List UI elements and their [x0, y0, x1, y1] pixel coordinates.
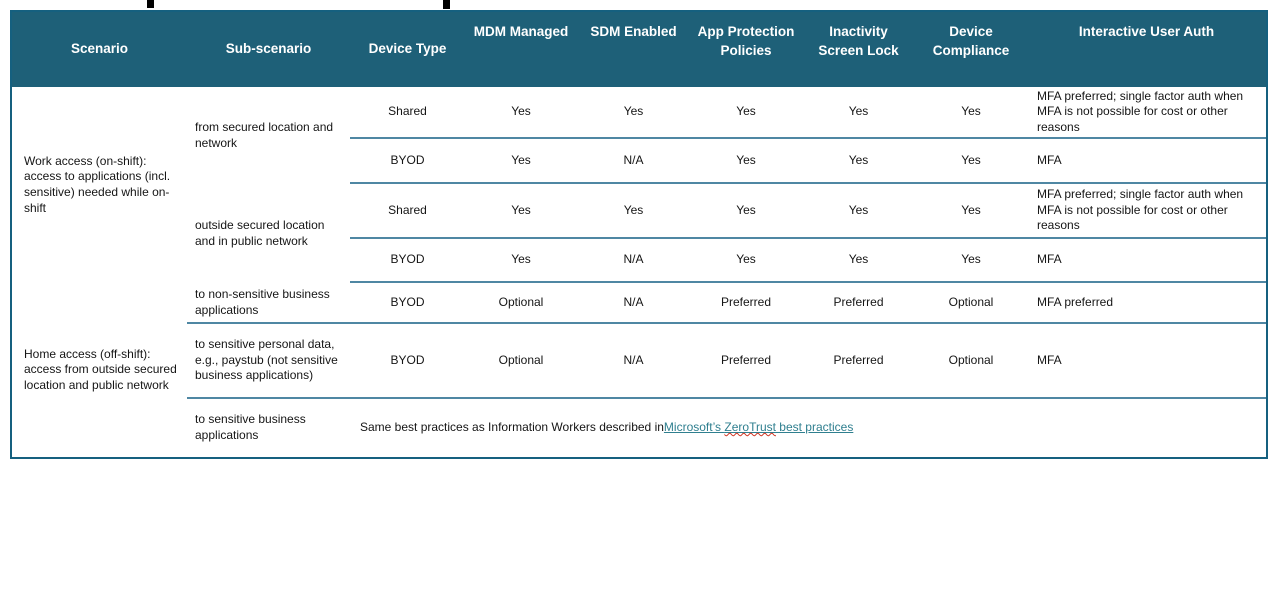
sub-scenario-cell: outside secured location and in public network: [187, 184, 350, 283]
cell-mdm-managed: Yes: [465, 87, 577, 139]
cropped-heading-fragment: [443, 0, 450, 9]
cell-sdm-enabled: Yes: [577, 87, 690, 139]
col-header-inactivity-screen-lock: Inactivity Screen Lock: [802, 12, 915, 87]
cell-mdm-managed: Yes: [465, 239, 577, 283]
cell-device-compliance: Yes: [915, 184, 1027, 239]
sub-scenario-cell: to sensitive personal data, e.g., paystub (not sensitive business applications): [187, 324, 350, 399]
cell-sdm-enabled: N/A: [577, 239, 690, 283]
cell-screen-lock: Yes: [802, 139, 915, 184]
cell-sdm-enabled: N/A: [577, 283, 690, 324]
sub-scenario-cell: to sensitive business applications: [187, 399, 350, 457]
col-header-scenario: Scenario: [12, 12, 187, 87]
cell-device-compliance: Yes: [915, 87, 1027, 139]
cell-screen-lock: Preferred: [802, 283, 915, 324]
cell-screen-lock: Yes: [802, 239, 915, 283]
cell-device-type: BYOD: [350, 324, 465, 399]
col-header-mdm-managed: MDM Managed: [465, 12, 577, 87]
cell-app-protection: Yes: [690, 239, 802, 283]
cell-device-type: BYOD: [350, 239, 465, 283]
cell-interactive-user-auth: MFA: [1027, 239, 1266, 283]
cell-device-type: BYOD: [350, 283, 465, 324]
cell-app-protection: Preferred: [690, 283, 802, 324]
link-text: Microsoft’s: [663, 420, 725, 435]
cell-mdm-managed: Optional: [465, 324, 577, 399]
cell-screen-lock: Preferred: [802, 324, 915, 399]
cell-interactive-user-auth: MFA preferred; single factor auth when MFA is not possible for cost or other reasons: [1027, 87, 1266, 139]
cell-device-compliance: Optional: [915, 324, 1027, 399]
cell-sdm-enabled: N/A: [577, 139, 690, 184]
sub-scenario-cell: from secured location and network: [187, 87, 350, 184]
cell-mdm-managed: Yes: [465, 139, 577, 184]
scenario-cell-home-access: Home access (off-shift): access from outside secured location and public network: [12, 283, 187, 457]
cell-best-practices-note: [350, 399, 1266, 457]
col-header-device-compliance: Device Compliance: [915, 12, 1027, 87]
cell-sdm-enabled: N/A: [577, 324, 690, 399]
best-practices-table: [10, 10, 1268, 459]
cell-mdm-managed: Yes: [465, 184, 577, 239]
cell-interactive-user-auth: MFA preferred; single factor auth when MFA is not possible for cost or other reasons: [1027, 184, 1266, 239]
cell-interactive-user-auth: MFA preferred: [1027, 283, 1266, 324]
link-text: best practices: [775, 420, 854, 435]
col-header-sdm-enabled: SDM Enabled: [577, 12, 690, 87]
cell-app-protection: Preferred: [690, 324, 802, 399]
scenario-cell-work-access: Work access (on-shift): access to applications (incl. sensitive) needed while on-shift: [12, 87, 187, 283]
cell-device-type: Shared: [350, 184, 465, 239]
cell-mdm-managed: Optional: [465, 283, 577, 324]
cell-interactive-user-auth: MFA: [1027, 139, 1266, 184]
link-text-spellchecked: ZeroTrust: [724, 420, 776, 435]
cell-device-compliance: Yes: [915, 139, 1027, 184]
note-text: Same best practices as Information Workers described in: [360, 420, 664, 435]
col-header-sub-scenario: Sub-scenario: [187, 12, 350, 87]
cell-device-type: BYOD: [350, 139, 465, 184]
col-header-device-type: Device Type: [350, 12, 465, 87]
cell-screen-lock: Yes: [802, 184, 915, 239]
cell-device-compliance: Yes: [915, 239, 1027, 283]
cell-app-protection: Yes: [690, 87, 802, 139]
cell-device-compliance: Optional: [915, 283, 1027, 324]
cell-device-type: Shared: [350, 87, 465, 139]
col-header-app-protection-policies: App Protection Policies: [690, 12, 802, 87]
cell-app-protection: Yes: [690, 139, 802, 184]
cell-interactive-user-auth: MFA: [1027, 324, 1266, 399]
zerotrust-link[interactable]: [664, 420, 853, 436]
cell-screen-lock: Yes: [802, 87, 915, 139]
cropped-heading-fragment: [147, 0, 154, 8]
cell-sdm-enabled: Yes: [577, 184, 690, 239]
cell-app-protection: Yes: [690, 184, 802, 239]
sub-scenario-cell: to non-sensitive business applications: [187, 283, 350, 324]
col-header-interactive-user-auth: Interactive User Auth: [1027, 12, 1266, 87]
